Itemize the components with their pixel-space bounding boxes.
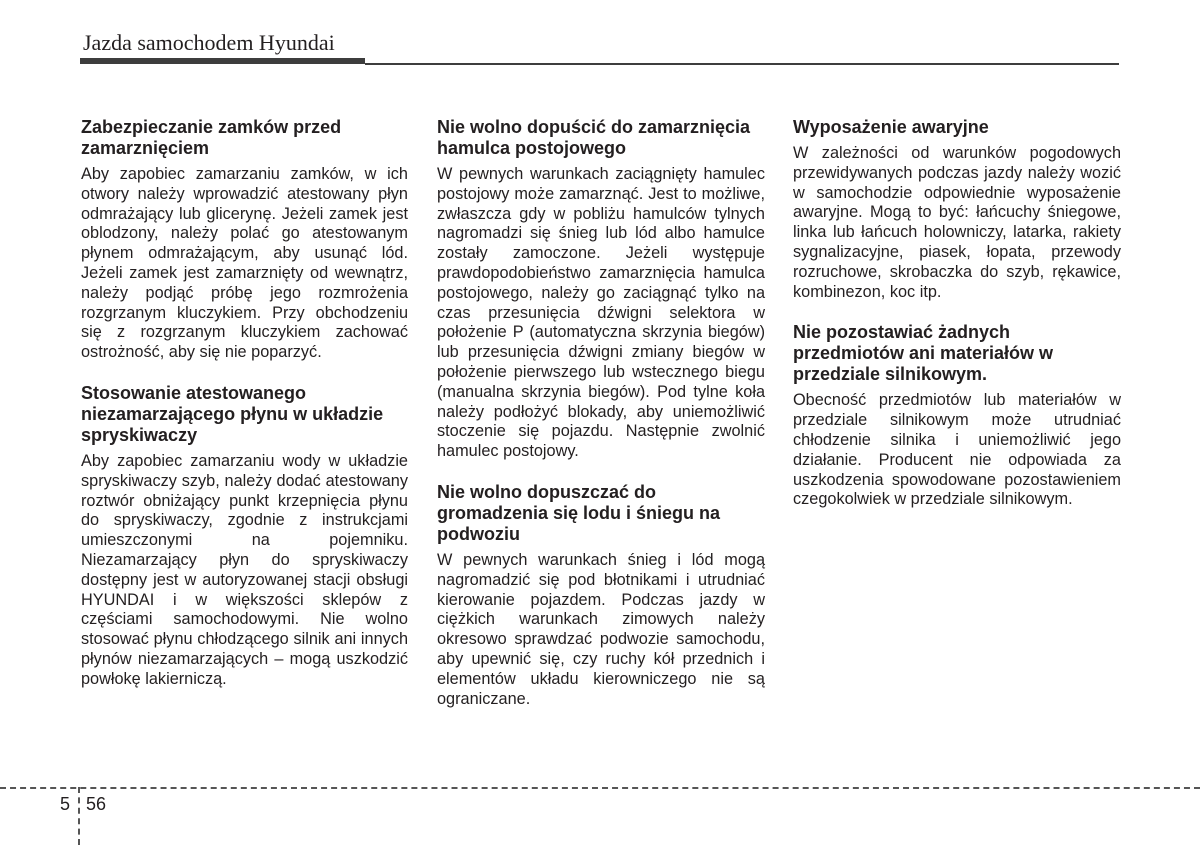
footer-dashed-divider [78, 787, 80, 845]
section-undercarriage-ice [437, 482, 765, 709]
section-body: Aby zapobiec zamarzaniu wody w układzie spryskiwaczy szyb, należy dodać atestowany roztwór obniżający punkt krzepnięcia płynu do spryskiwaczy, zgodnie z instrukcjami umieszczonymi na pojemniku. Niezamarzający płyn do spryskiwaczy dostępny jest w autoryzowanej stacji obsługi HYUNDAI i w większości sklepów z częściami samochodowymi. Nie wolno stosować płynu chłodzącego silnik ani innych płynów niezamarzających – mogą uszkodzić powłokę lakierniczą. [81, 451, 408, 688]
header-bar [80, 58, 365, 64]
page-number: 56 [86, 794, 107, 814]
section-lock-freezing [81, 117, 408, 363]
text-column-2 [437, 117, 765, 709]
section-body: W pewnych warunkach śnieg i lód mogą nagromadzić się pod błotnikami i utrudniać kierowanie pojazdem. Podczas jazdy w ciężkich warunkach zimowych należy okresowo sprawdzać podwozie samochodu, aby upewnić się, czy ruchy kół przednich i elementów układu kierowniczego nie są ograniczane. [437, 550, 765, 708]
section-body: Aby zapobiec zamarzaniu zamków, w ich otwory należy wprowadzić atestowany płyn odmrażający lub glicerynę. Jeżeli zamek jest oblodzony, należy polać go atestowanym płynem odmrażającym, aby usunąć lód. Jeżeli zamek jest zamarznięty od wewnątrz, należy podjąć próbę jego rozmrożenia rozgrzanym kluczykiem. Przy obchodzeniu się z rozgrzanym kluczykiem zachować ostrożność, aby się nie poparzyć. [81, 165, 408, 362]
chapter-number: 5 [60, 794, 71, 814]
section-heading: Zabezpieczanie zamków przed zamarznięciem [81, 117, 342, 158]
footer-dashed-rule [0, 787, 1200, 789]
section-parking-brake [437, 117, 765, 462]
page-header-title: Jazda samochodem Hyundai [83, 30, 335, 55]
section-body: W pewnych warunkach zaciągnięty hamulec postojowy może zamarznąć. Jest to możliwe, zwłaszcza gdy w pobliżu hamulców tylnych nagromadzi się śnieg lub lód albo hamulce zostały zamoczone. Jeżeli występuje prawdopodobieństwo zamarznięcia hamulca postojowego, należy go zaciągnąć tylko na czas przesunięcia dźwigni selektora w położenie P (automatyczna skrzynia biegów) lub przesunięcia dźwigni zmiany biegów w położenie pierwszego lub wstecznego biegu (manualna skrzynia biegów). Pod tylne koła należy podłożyć blokady, aby uniemożliwić stoczenie się pojazdu. Następnie zwolnić hamulec postojowy. [437, 165, 765, 461]
header-rule [365, 63, 1119, 65]
section-body: W zależności od warunków pogodowych przewidywanych podczas jazdy należy wozić w samochodzie odpowiednie wyposażenie awaryjne. Mogą to być: łańcuchy śniegowe, linka lub łańcuch holowniczy, latarka, rakiety sygnalizacyjne, piasek, łopata, przewody rozruchowe, skrobaczka do szyb, rękawice, kombinezon, koc itp. [793, 144, 1121, 301]
section-emergency-equipment [793, 117, 1121, 302]
section-heading: Nie wolno dopuszczać do gromadzenia się lodu i śniegu na podwoziu [437, 481, 721, 544]
section-engine-compartment [793, 322, 1121, 510]
text-column-1 [81, 117, 408, 690]
section-heading: Nie wolno dopuścić do zamarznięcia hamulca postojowego [437, 117, 751, 158]
section-washer-fluid [81, 383, 408, 690]
section-heading: Nie pozostawiać żadnych przedmiotów ani materiałów w przedziale silnikowym. [793, 322, 1054, 385]
text-column-3 [793, 117, 1121, 510]
section-heading: Stosowanie atestowanego niezamarzającego płynu w układzie spryskiwaczy [81, 382, 384, 445]
section-body: Obecność przedmiotów lub materiałów w przedziale silnikowym może utrudniać chłodzenie silnika i uniemożliwić jego działanie. Producent nie odpowiada za uszkodzenia spowodowane pozostawieniem czegokolwiek w przedziale silnikowym. [793, 391, 1121, 509]
section-heading: Wyposażenie awaryjne [793, 117, 989, 137]
